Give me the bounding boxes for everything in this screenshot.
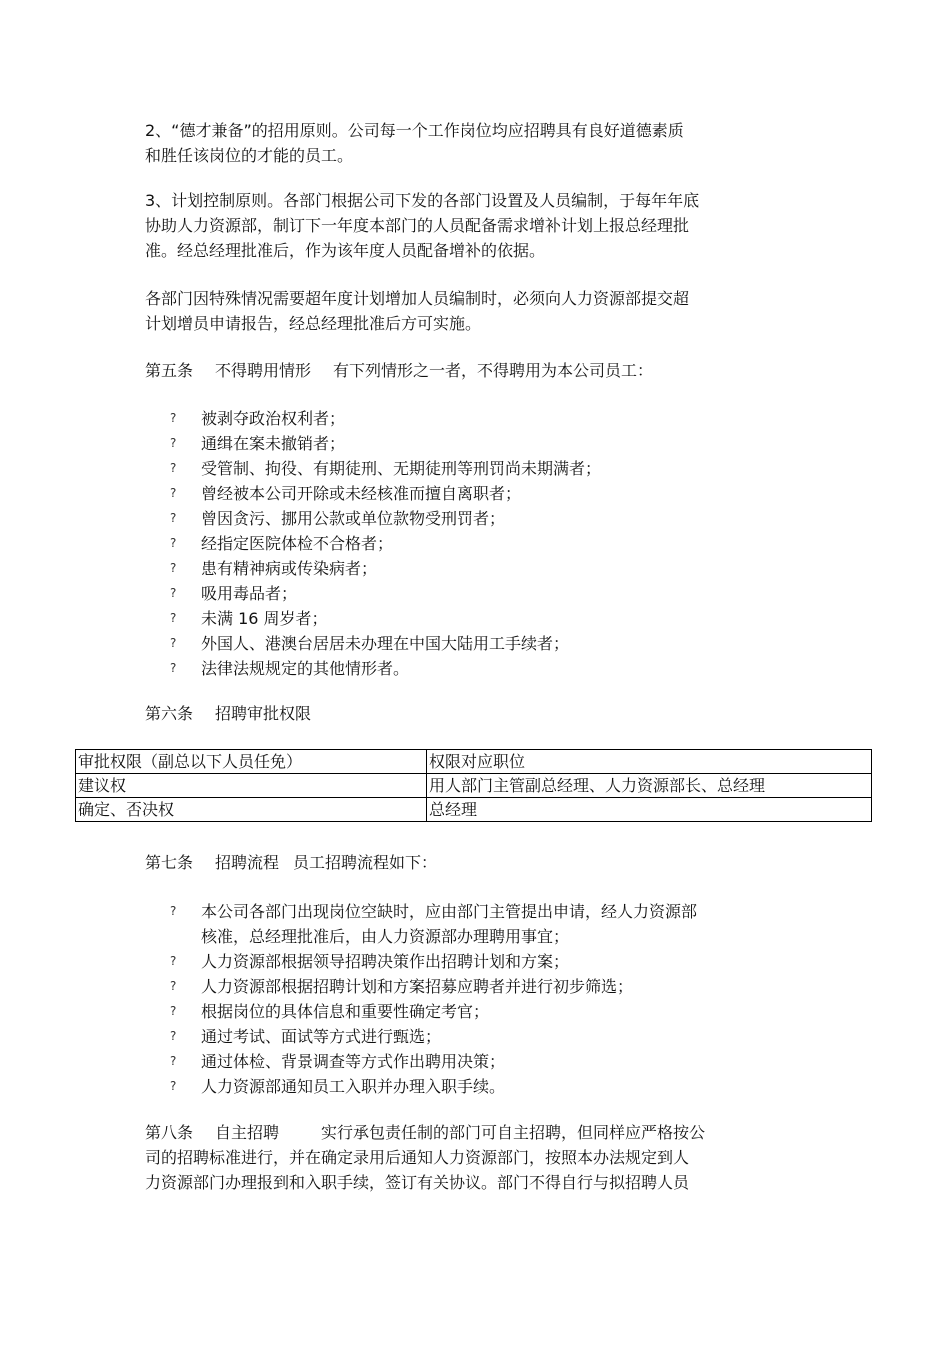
list-item [170,1049,697,1074]
bullet-icon: ? [170,954,177,968]
article-text: 实行承包责任制的部门可自主招聘，但同样应严格按公 [321,1123,706,1142]
article-number: 第八条 [145,1123,194,1142]
bullet-icon: ? [170,904,177,918]
list-item [170,506,601,531]
text-line: 2、“德才兼备”的招用原则。公司每一个工作岗位均应招聘具有良好道德素质 [145,121,684,140]
list-item-text: 患有精神病或传染病者； [201,559,378,578]
list-item [170,1074,697,1099]
list-item [170,656,601,681]
approval-authority-table [75,749,872,822]
list-item-text: 人力资源部通知员工入职并办理入职手续。 [201,1077,506,1096]
list-item [170,606,601,631]
disqualification-list [170,406,601,681]
paragraph-recruit-principle-2 [145,118,785,168]
list-item [170,431,601,456]
text-line: 司的招聘标准进行，并在确定录用后通知人力资源部门，按照本办法规定到人 [145,1148,690,1167]
paragraph-special-case [145,286,785,336]
table-cell: 总经理 [427,798,872,822]
list-item-text: 吸用毒品者； [201,584,298,603]
list-item-text: 外国人、港澳台居居未办理在中国大陆用工手续者； [201,634,570,653]
bullet-icon: ? [170,486,177,500]
table-header-cell: 权限对应职位 [427,750,872,774]
text-line: 3、计划控制原则。各部门根据公司下发的各部门设置及人员编制，于每年年底 [145,191,700,210]
text-line [145,1120,785,1145]
article-number: 第七条 [145,853,194,872]
bullet-icon: ? [170,1004,177,1018]
bullet-icon: ? [170,436,177,450]
recruitment-process-list [170,899,697,1099]
list-item-text: 未满 16 周岁者； [201,609,328,628]
list-item-text: 通过考试、面试等方式进行甄选； [201,1027,442,1046]
article-title: 自主招聘 [215,1123,280,1142]
text-line: 准。经总经理批准后，作为该年度人员配备增补的依据。 [145,241,546,260]
bullet-icon: ? [170,661,177,675]
list-item-text: 法律法规规定的其他情形者。 [201,659,410,678]
bullet-icon: ? [170,636,177,650]
list-item [170,949,697,974]
article-title: 不得聘用情形 [215,361,312,380]
article-8-paragraph [145,1120,785,1195]
bullet-icon: ? [170,461,177,475]
article-title: 招聘流程 [215,853,280,872]
table-row [76,750,872,774]
article-number: 第五条 [145,361,194,380]
bullet-icon: ? [170,611,177,625]
list-item-text: 经指定医院体检不合格者； [201,534,394,553]
bullet-icon: ? [170,561,177,575]
bullet-icon: ? [170,411,177,425]
text-line: 和胜任该岗位的才能的员工。 [145,146,354,165]
article-title: 招聘审批权限 [215,704,312,723]
list-item-text: 曾经被本公司开除或未经核准而擅自离职者； [201,484,522,503]
list-item [170,556,601,581]
list-item [170,899,697,949]
list-item [170,456,601,481]
table-row [76,798,872,822]
list-item-text: 核准，总经理批准后，由人力资源部办理聘用事宜； [201,927,570,946]
bullet-icon: ? [170,1054,177,1068]
list-item-text: 根据岗位的具体信息和重要性确定考官； [201,1002,490,1021]
article-7-heading [145,850,785,875]
text-line: 协助人力资源部，制订下一年度本部门的人员配备需求增补计划上报总经理批 [145,216,690,235]
article-6-heading [145,701,785,726]
table-cell: 确定、否决权 [76,798,427,822]
bullet-icon: ? [170,1029,177,1043]
article-5-heading [145,358,785,383]
list-item [170,481,601,506]
text-line: 力资源部门办理报到和入职手续，签订有关协议。部门不得自行与拟招聘人员 [145,1173,690,1192]
article-number: 第六条 [145,704,194,723]
bullet-icon: ? [170,586,177,600]
table-header-cell: 审批权限（副总以下人员任免） [76,750,427,774]
text-line: 各部门因特殊情况需要超年度计划增加人员编制时，必须向人力资源部提交超 [145,289,690,308]
text-line: 计划增员申请报告，经总经理批准后方可实施。 [145,314,482,333]
list-item-text: 受管制、拘役、有期徒刑、无期徒刑等刑罚尚未期满者； [201,459,602,478]
list-item [170,631,601,656]
list-item-text: 曾因贪污、挪用公款或单位款物受刑罚者； [201,509,506,528]
list-item-text: 本公司各部门出现岗位空缺时，应由部门主管提出申请，经人力资源部 [201,902,698,921]
bullet-icon: ? [170,511,177,525]
article-text: 员工招聘流程如下： [293,853,438,872]
table-row [76,774,872,798]
table-cell: 用人部门主管副总经理、人力资源部长、总经理 [427,774,872,798]
list-item [170,581,601,606]
list-item-text: 人力资源部根据招聘计划和方案招募应聘者并进行初步筛选； [201,977,634,996]
bullet-icon: ? [170,1079,177,1093]
list-item [170,974,697,999]
list-item [170,531,601,556]
list-item-text: 通缉在案未撤销者； [201,434,346,453]
list-item [170,406,601,431]
list-item-text: 人力资源部根据领导招聘决策作出招聘计划和方案； [201,952,570,971]
bullet-icon: ? [170,979,177,993]
bullet-icon: ? [170,536,177,550]
list-item-text: 被剥夺政治权利者； [201,409,346,428]
list-item [170,999,697,1024]
table-cell: 建议权 [76,774,427,798]
list-item-text: 通过体检、背景调查等方式作出聘用决策； [201,1052,506,1071]
article-text: 有下列情形之一者，不得聘用为本公司员工： [333,361,654,380]
paragraph-recruit-principle-3 [145,188,785,263]
list-item [170,1024,697,1049]
